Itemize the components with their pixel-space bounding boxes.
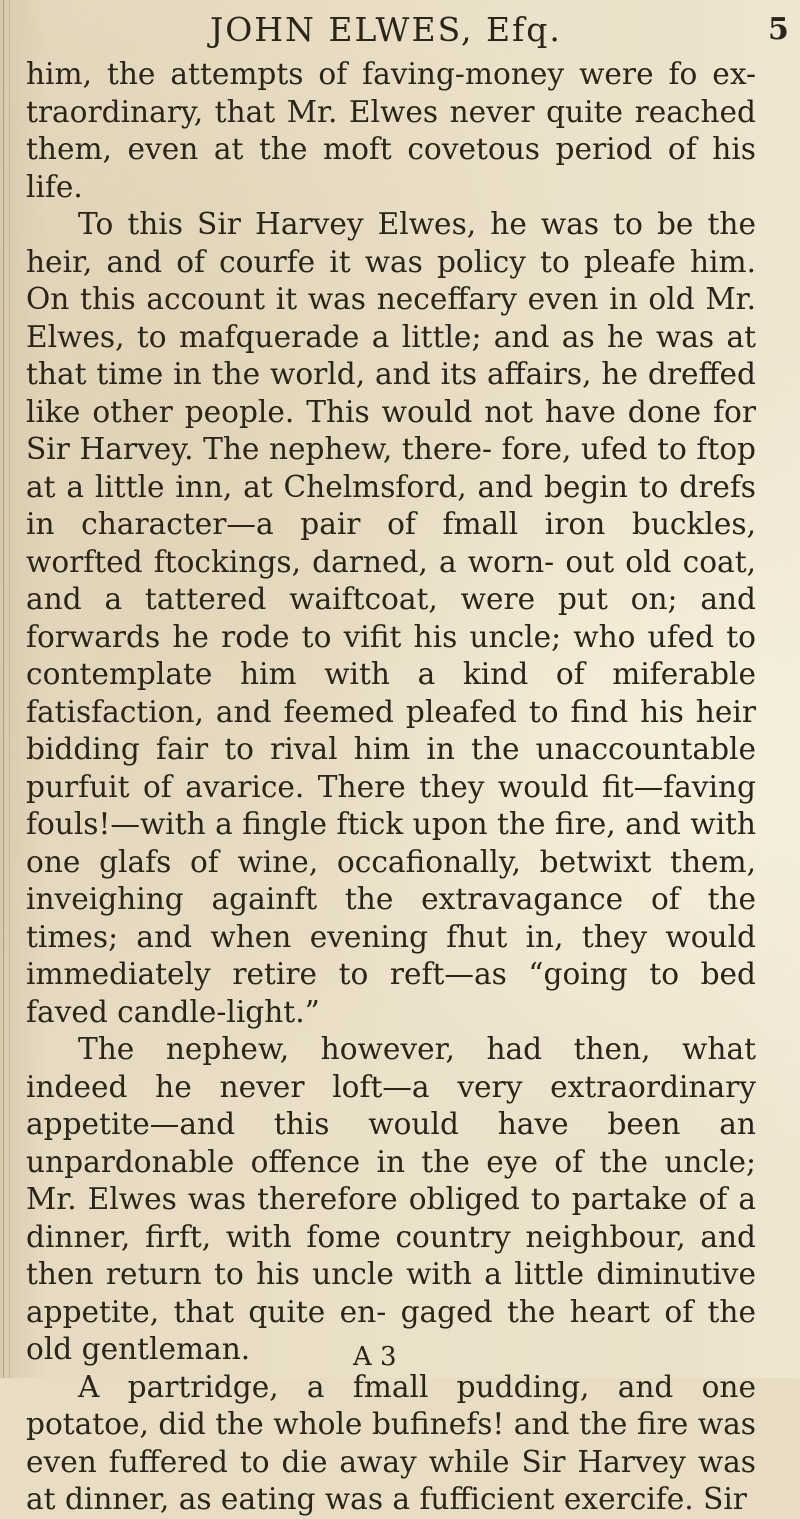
body-text (26, 56, 756, 1519)
paragraph: A partridge, a fmall pudding, and one potatoe, did the whole bufinefs! and the fire was even fuffered to die away while Sir Harvey was at dinner, as eating was a fufficient exercife. Sir (26, 1369, 756, 1516)
paragraph: To this Sir Harvey Elwes, he was to be the heir, and of courfe it was policy to pleafe him. On this account it was neceffary even in old Mr. Elwes, to mafquerade a little; and as he was at that time in the world, and its affairs, he dreffed like other people. This would not have done for Sir Harvey. The nephew, there- fore, ufed to ftop at a little inn, at Chelmsford, and begin to drefs in character—a pair of fmall iron buckles, worfted ftockings, darned, a worn- out old coat, and a tattered waiftcoat, were put on; and forwards he rode to vifit his uncle; who ufed to contemplate him with a kind of miferable fatisfaction, and feemed pleafed to find his heir bidding fair to rival him in the unaccountable purfuit of avarice. There they would fit—faving fouls!—with a fingle ftick upon the fire, and with one glafs of wine, occafionally, betwixt them, inveighing againft the extravagance of the times; and when evening fhut in, they would immediately retire to reft—as “going to bed faved candle-light.” (26, 207, 756, 1029)
signature-mark: A 3 (353, 1342, 397, 1372)
running-title: JOHN ELWES, Efq. (210, 10, 562, 49)
paragraph: him, the attempts of faving-money were fo ex- traordinary, that Mr. Elwes never quite reached them, even at the moft covetous period of his life. (26, 57, 756, 204)
binding-edge-inner (9, 0, 10, 1378)
binding-edge (3, 0, 4, 1378)
paragraph: The nephew, however, had then, what indeed he never loft—a very extraordinary appetite—and this would have been an unpardonable offence in the eye of the uncle; Mr. Elwes was therefore obliged to partake of a dinner, firft, with fome country neighbour, and then return to his uncle with a little diminutive appetite, that quite en- gaged the heart of the old gentleman. (26, 1032, 756, 1366)
page-number: 5 (768, 12, 789, 47)
